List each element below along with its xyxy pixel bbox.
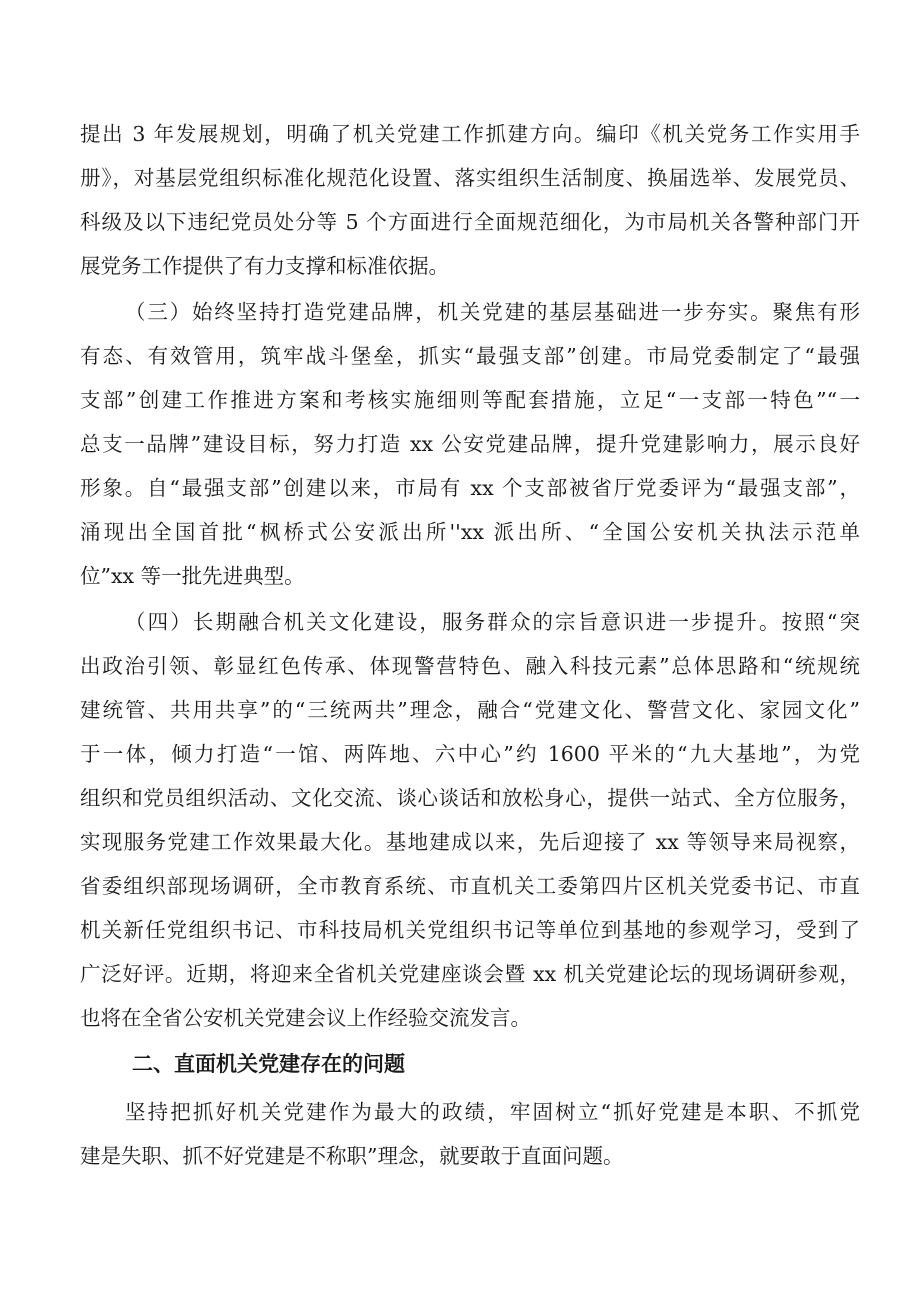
text-line: 坚持把抓好机关党建作为最大的政绩，牢固树立“抓好党建是本职、不抓党 <box>125 1100 860 1124</box>
text-line: （四）长期融合机关文化建设，服务群众的宗旨意识进一步提升。按照“突 <box>125 610 860 634</box>
text-line: 提出 3 年发展规划，明确了机关党建工作抓建方向。编印《机关党务工作实用手 <box>80 122 860 146</box>
text-line: 科级及以下违纪党员处分等 5 个方面进行全面规范细化，为市局机关各警种部门开 <box>80 210 860 234</box>
text-line: 建是失职、抓不好党建是不称职”理念，就要敢于直面问题。 <box>80 1144 624 1168</box>
text-line: 总支一品牌”建设目标，努力打造 xx 公安党建品牌，提升党建影响力，展示良好 <box>80 432 860 456</box>
text-line: 支部”创建工作推进方案和考核实施细则等配套措施，立足“一支部一特色”“一 <box>80 388 860 412</box>
text-line: 位”xx 等一批先进典型。 <box>80 564 305 588</box>
text-line: 实现服务党建工作效果最大化。基地建成以来，先后迎接了 xx 等领导来局视察， <box>80 830 860 854</box>
text-line: 形象。自“最强支部”创建以来，市局有 xx 个支部被省厅党委评为“最强支部”， <box>80 476 860 500</box>
text-line: 也将在全省公安机关党建会议上作经验交流发言。 <box>80 1006 531 1030</box>
text-line: 涌现出全国首批“枫桥式公安派出所''xx 派出所、“全国公安机关执法示范单 <box>80 520 860 544</box>
text-line: 省委组织部现场调研，全市教育系统、市直机关工委第四片区机关党委书记、市直 <box>80 874 860 898</box>
text-line: 于一体，倾力打造“一馆、两阵地、六中心”约 1600 平米的“九大基地”，为党 <box>80 742 860 766</box>
text-line: 出政治引领、彰显红色传承、体现警营特色、融入科技元素”总体思路和“统规统 <box>80 654 860 678</box>
text-line: 组织和党员组织活动、文化交流、谈心谈话和放松身心，提供一站式、全方位服务， <box>80 786 860 810</box>
text-line: （三）始终坚持打造党建品牌，机关党建的基层基础进一步夯实。聚焦有形 <box>125 300 860 324</box>
text-line: 有态、有效管用，筑牢战斗堡垒，抓实“最强支部”创建。市局党委制定了“最强 <box>80 344 860 368</box>
text-line: 机关新任党组织书记、市科技局机关党组织书记等单位到基地的参观学习，受到了 <box>80 918 860 942</box>
text-line: 广泛好评。近期，将迎来全省机关党建座谈会暨 xx 机关党建论坛的现场调研参观， <box>80 962 860 986</box>
text-line: 建统管、共用共享”的“三统两共”理念，融合“党建文化、警营文化、家园文化” <box>80 698 860 722</box>
text-line: 展党务工作提供了有力支撑和标准依据。 <box>80 254 449 278</box>
text-line: 册》，对基层党组织标准化规范化设置、落实组织生活制度、换届选举、发展党员、 <box>80 166 860 190</box>
section-heading: 二、直面机关党建存在的问题 <box>132 1052 405 1076</box>
